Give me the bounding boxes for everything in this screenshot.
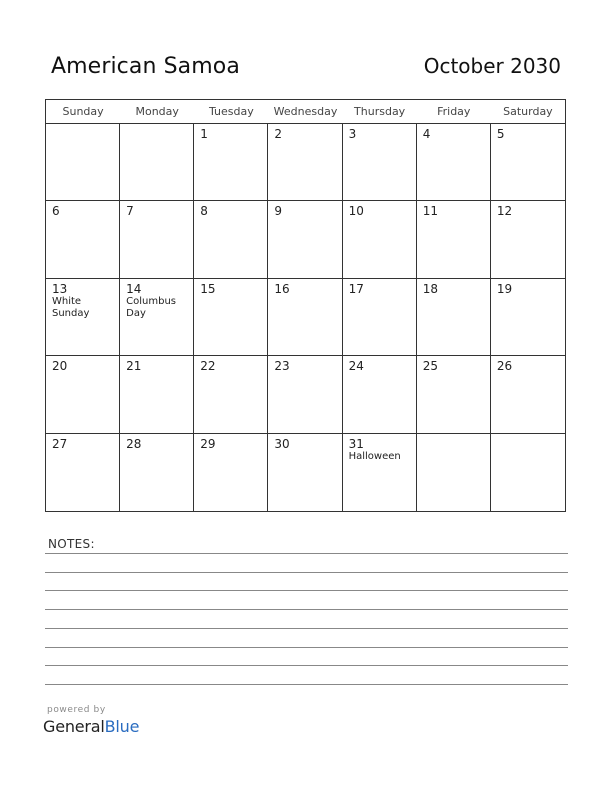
holiday-event: Columbus Day [126,295,176,319]
notes-label: NOTES: [48,537,95,551]
weekday-label: Tuesday [208,105,254,118]
day-cell [491,201,565,278]
day-cell [491,279,565,356]
day-cell [491,356,565,433]
day-cell [268,356,342,433]
day-cell [120,201,194,278]
day-cell [268,201,342,278]
day-number: 15 [200,281,216,296]
day-cell [194,124,268,201]
day-cell [417,434,491,511]
day-cell [268,124,342,201]
day-number: 21 [126,359,142,374]
day-cell [46,434,120,511]
day-number: 24 [348,359,364,374]
day-cell [120,124,194,201]
calendar-month-title: October 2030 [423,54,561,78]
day-number: 17 [348,281,364,296]
day-cell [268,279,342,356]
day-cell [417,201,491,278]
note-line [45,553,568,554]
day-number: 5 [496,127,505,141]
day-cell [120,434,194,511]
day-cell [194,434,268,511]
day-number: 2 [274,127,283,141]
weekday-label: Wednesday [273,105,338,118]
day-cell [417,356,491,433]
calendar-body [46,124,565,511]
day-cell [194,356,268,433]
day-cell [343,124,417,201]
day-number: 16 [274,281,290,296]
day-cell [46,124,120,201]
note-line [45,647,568,648]
day-cell [491,434,565,511]
day-number: 4 [422,127,431,141]
day-cell [417,124,491,201]
note-line [45,572,568,573]
weekday-label: Sunday [62,105,104,118]
powered-by-text: powered by [47,705,106,715]
note-line [45,684,568,685]
day-number: 25 [422,359,438,374]
calendar-country-title: American Samoa [51,54,240,79]
day-cell [343,201,417,278]
day-cell [120,356,194,433]
day-number: 14 [126,281,142,296]
calendar-grid [45,99,566,512]
note-line [45,628,568,629]
day-number: 28 [126,436,142,451]
day-cell [46,356,120,433]
day-cell [46,201,120,278]
day-number: 23 [274,359,290,374]
day-number: 8 [200,204,208,219]
day-number: 20 [52,359,68,374]
day-number: 29 [200,436,216,451]
day-number: 1 [200,127,208,141]
day-number: 12 [496,204,513,219]
day-number: 7 [126,204,134,219]
weekday-header [46,100,565,124]
day-cell [194,279,268,356]
day-number: 30 [274,436,290,451]
day-number: 18 [422,281,438,296]
day-cell [491,124,565,201]
day-number: 13 [52,281,68,296]
day-cell [417,279,491,356]
day-number: 31 [348,436,364,451]
day-number: 27 [52,436,68,451]
weekday-label: Saturday [503,105,553,118]
generalblue-logo [43,717,139,736]
day-number: 9 [274,204,283,219]
day-cell [46,279,120,356]
day-number: 10 [348,204,364,219]
weekday-label: Thursday [354,105,406,118]
day-cell [120,279,194,356]
day-cell [343,279,417,356]
note-line [45,665,568,666]
day-number: 22 [200,359,216,374]
day-cell [343,356,417,433]
note-line [45,609,568,610]
day-number: 6 [52,204,60,219]
day-number: 3 [348,127,357,141]
day-cell [194,201,268,278]
logo-text-general: General [43,717,105,736]
weekday-label: Monday [135,105,179,118]
day-number: 19 [496,281,513,296]
note-line [45,590,568,591]
day-cell [343,434,417,511]
holiday-event: Halloween [348,450,401,462]
weekday-label: Friday [437,105,471,118]
day-cell [268,434,342,511]
holiday-event: White Sunday [52,295,90,319]
day-number: 11 [422,204,438,219]
day-number: 26 [496,359,513,374]
logo-text-blue: Blue [104,717,140,736]
